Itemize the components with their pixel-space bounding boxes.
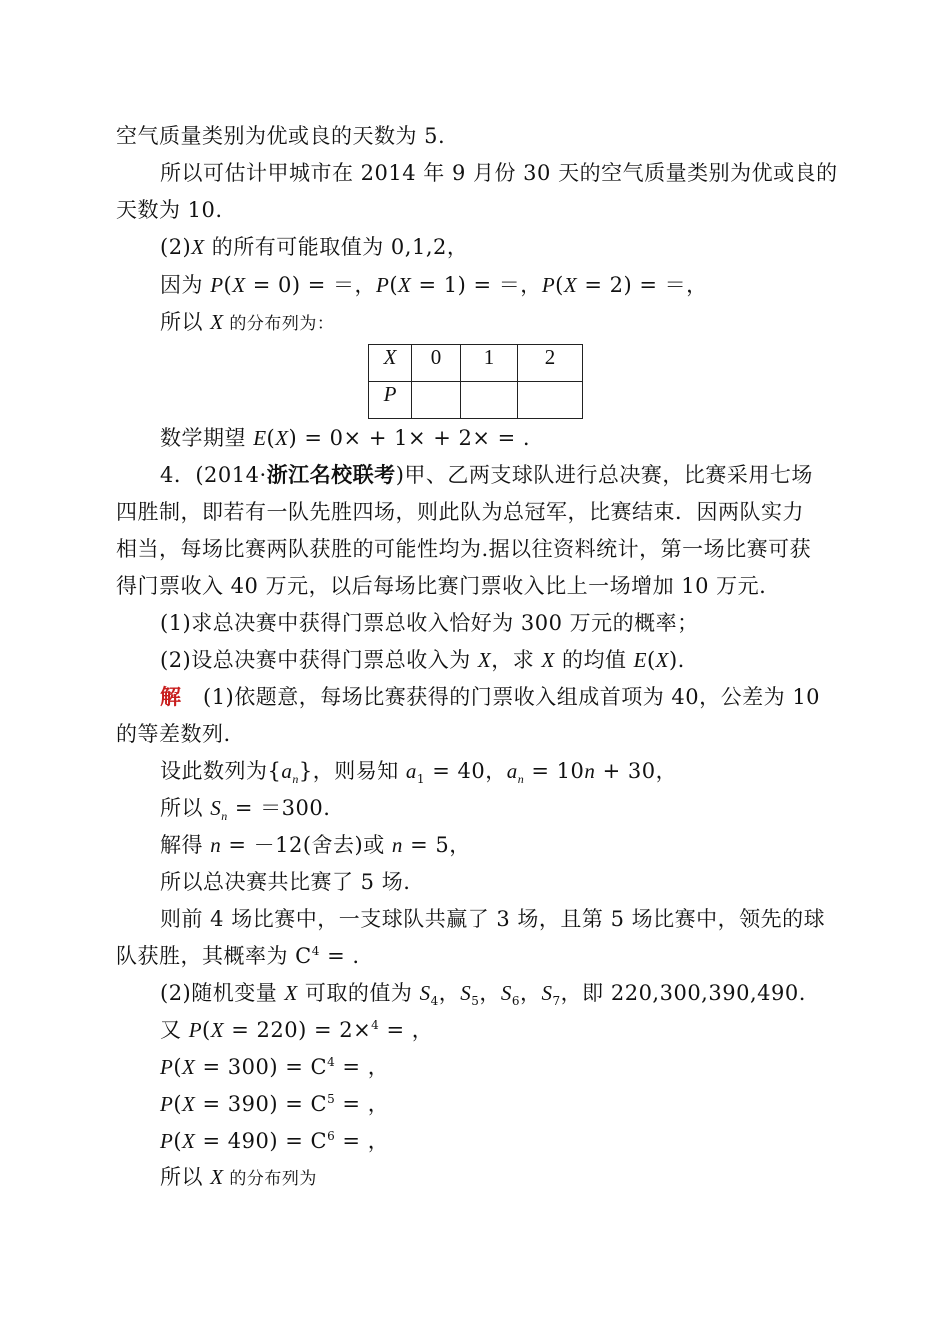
text-line: $P(X = 490) = C^6$ = ， xyxy=(160,1129,390,1153)
table-row xyxy=(369,382,583,419)
table-cell: 0 xyxy=(412,345,461,382)
text-line: 设此数列为$\{a_n\}$，则易知 $a_1 = 40$，$a_n = 10n + 30$， xyxy=(160,759,678,787)
table-cell xyxy=(412,382,461,419)
text-line: $P(X = 390) = C^5$ = ， xyxy=(160,1092,390,1116)
table-cell xyxy=(461,382,518,419)
text-line: 所以 X 的分布列为： xyxy=(160,310,335,334)
table-cell: 2 xyxy=(518,345,583,382)
distribution-table xyxy=(368,344,583,419)
table-cell: X xyxy=(369,345,412,382)
table-row xyxy=(369,345,583,382)
text-line: 所以可估计甲城市在 2014 年 9 月份 30 天的空气质量类别为优或良的 xyxy=(160,161,838,185)
text-line: 的等差数列. xyxy=(116,722,231,746)
text-line: 因为 P(X = 0) = ＝，P(X = 1) = ＝，P(X = 2) = ＝， xyxy=(160,273,708,297)
text-line: (1)求总决赛中获得门票总收入恰好为 300 万元的概率； xyxy=(160,611,699,635)
text-line: 空气质量类别为优或良的天数为 5. xyxy=(116,124,446,148)
text-line: 数学期望 E(X) = 0× + 1× + 2× = . xyxy=(160,426,531,450)
problem-4-title: 4．(2014·浙江名校联考)甲、乙两支球队进行总决赛，比赛采用七场 xyxy=(160,462,813,487)
text-line: 所以 X 的分布列为 xyxy=(160,1165,317,1189)
table-cell xyxy=(518,382,583,419)
table-cell: P xyxy=(369,382,412,419)
text-line: 队获胜，其概率为 $C^4$ = . xyxy=(116,944,360,968)
text-line: (2)设总决赛中获得门票总收入为 X，求 X 的均值 E(X). xyxy=(160,648,685,672)
table-cell: 1 xyxy=(461,345,518,382)
text-line: 天数为 10. xyxy=(116,198,223,222)
text-line: $P(X = 300) = C^4$ = ， xyxy=(160,1055,390,1079)
text-line: 所以 $S_n = =300$. xyxy=(160,796,331,824)
text-line: 得门票收入 40 万元，以后每场比赛门票收入比上一场增加 10 万元. xyxy=(116,574,767,598)
text-line: 解 (1)依题意，每场比赛获得的门票收入组成首项为 40，公差为 10 xyxy=(160,684,821,709)
text-line: 又 P(X = 220) = 2×$^4$ = ， xyxy=(160,1018,434,1042)
solution-label: 解 xyxy=(160,684,182,709)
text-line: 四胜制，即若有一队先胜四场，则此队为总冠军，比赛结束．因两队实力 xyxy=(116,500,804,524)
text-line: 所以总决赛共比赛了 5 场. xyxy=(160,870,411,894)
text-line: (2)随机变量 X 可取的值为 $S_4$，$S_5$，$S_6$，$S_7$，即 220,300,390,490. xyxy=(160,981,806,1009)
text-line: (2)X 的所有可能取值为 0,1,2， xyxy=(160,235,469,259)
text-line: 解得 n = －12(舍去)或 n = 5， xyxy=(160,833,471,857)
text-line: 则前 4 场比赛中，一支球队共赢了 3 场，且第 5 场比赛中，领先的球 xyxy=(160,907,826,931)
text-line: 相当，每场比赛两队获胜的可能性均为.据以往资料统计，第一场比赛可获 xyxy=(116,537,812,561)
